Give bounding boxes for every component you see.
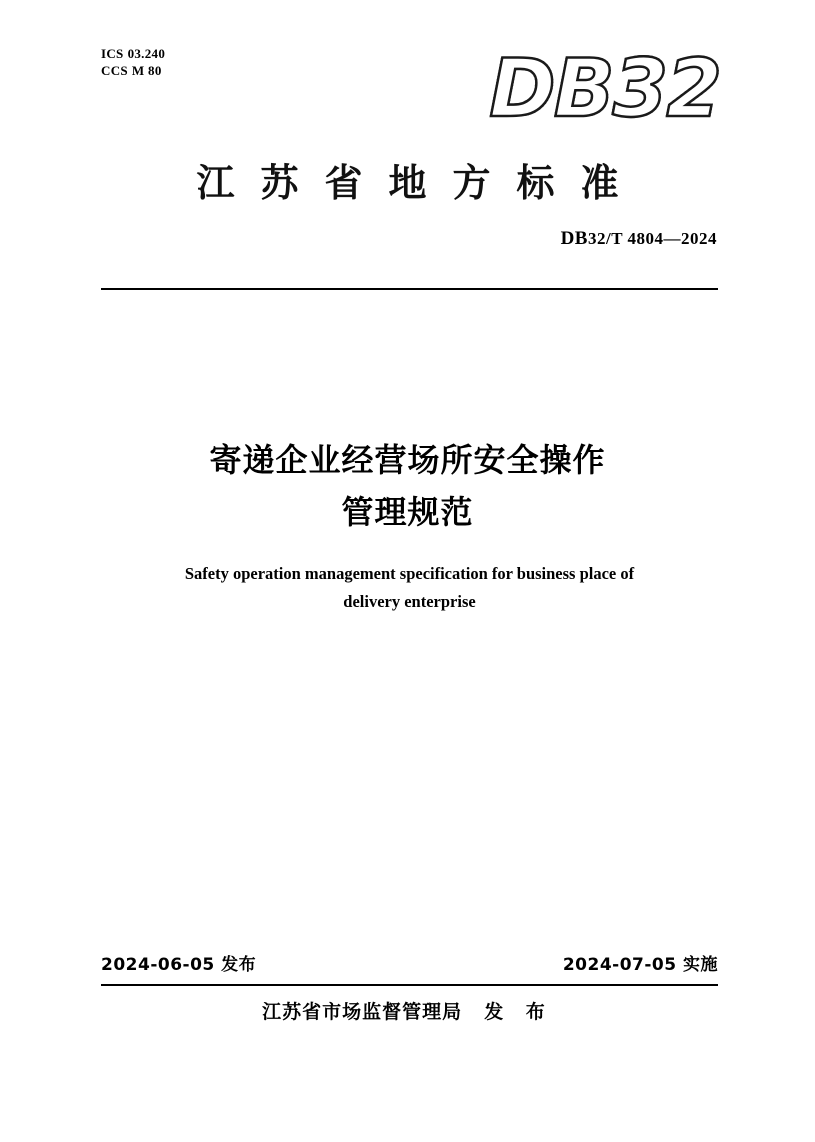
divider-top bbox=[101, 288, 718, 290]
ics-value: 03.240 bbox=[127, 46, 166, 61]
standard-number bbox=[561, 228, 717, 250]
divider-bottom bbox=[101, 984, 718, 986]
ics-label: ICS bbox=[101, 46, 124, 61]
implementation-date: 2024-07-05 实施 bbox=[562, 955, 718, 975]
db32-logo: DB32 bbox=[489, 42, 720, 135]
ccs-value: M 80 bbox=[131, 63, 162, 78]
page-title bbox=[0, 434, 815, 538]
english-subtitle-line-2: delivery enterprise bbox=[343, 592, 476, 611]
ccs-label: CCS bbox=[101, 63, 128, 78]
publisher-line bbox=[0, 997, 815, 1024]
publisher-name: 江苏省市场监督管理局 bbox=[262, 1001, 463, 1023]
ccs-line bbox=[101, 62, 165, 79]
standard-number-prefix: DB bbox=[560, 228, 588, 249]
issue-date: 2024-06-05 发布 bbox=[101, 955, 257, 975]
english-subtitle bbox=[150, 560, 669, 616]
english-subtitle-line-1: Safety operation management specification for business place of bbox=[184, 564, 635, 583]
standard-number-rest: 32/T 4804—2024 bbox=[587, 229, 717, 248]
ics-line bbox=[101, 45, 165, 62]
ics-ccs-block bbox=[101, 45, 165, 79]
page-title-line-2: 管理规范 bbox=[341, 493, 474, 531]
page-title-line-1: 寄递企业经营场所安全操作 bbox=[209, 441, 606, 479]
publisher-action: 发 布 bbox=[484, 1001, 553, 1023]
province-standard-title: 江苏省地方标准 bbox=[196, 161, 645, 205]
